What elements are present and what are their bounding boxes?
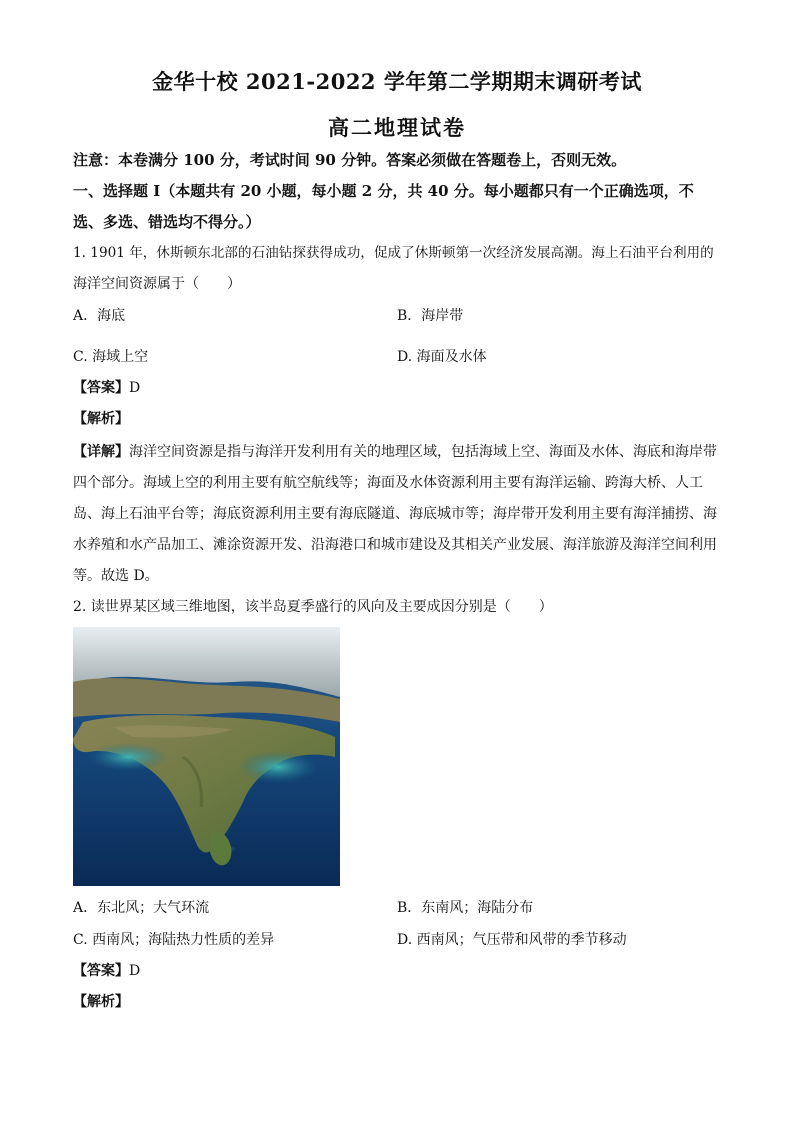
analysis-label: 【解析】 [73, 994, 129, 1010]
answer-label: 【答案】 [73, 380, 129, 396]
q2-option-c: C. 西南风；海陆热力性质的差异 [73, 932, 275, 948]
3d-terrain-map-image [73, 627, 340, 886]
answer-value: D [129, 380, 141, 396]
q2-option-d: D. 西南风；气压带和风带的季节移动 [397, 932, 627, 948]
section-heading-line1: 一、选择题 I（本题共有 20 小题，每小题 2 分，共 40 分。每小题都只有一个正确选项，不 [73, 182, 694, 200]
q1-detail-line: 岛、海上石油平台等；海底资源利用主要有海底隧道、海底城市等；海岸带开发利用主要有海洋捕捞、海 [73, 506, 717, 522]
q1-stem-line2: 海洋空间资源属于（ ） [73, 276, 241, 292]
q1-detail-line: 水养殖和水产品加工、滩涂资源开发、沿海港口和城市建设及其相关产业发展、海洋旅游及海洋空间利用 [73, 537, 717, 553]
exam-title: 金华十校 2021-2022 学年第二学期期末调研考试 [152, 69, 642, 94]
detail-label: 【详解】 [73, 444, 129, 460]
section-heading-line2: 选、多选、错选均不得分。） [73, 213, 261, 231]
answer-label: 【答案】 [73, 963, 129, 979]
q1-option-a: A．海底 [73, 308, 126, 324]
q1-detail-line [73, 437, 723, 468]
q2-option-b: B．东南风；海陆分布 [397, 900, 534, 916]
q1-stem-line1: 1. 1901 年，休斯顿东北部的石油钻探获得成功，促成了休斯顿第一次经济发展高潮。海上石油平台利用的 [73, 245, 714, 261]
detail-text: 海洋空间资源是指与海洋开发利用有关的地理区域，包括海域上空、海面及水体、海底和海岸带 [129, 444, 717, 460]
answer-value: D [129, 963, 141, 979]
q1-detail-line: 四个部分。海域上空的利用主要有航空航线等；海面及水体资源利用主要有海洋运输、跨海大桥、人工 [73, 475, 703, 491]
analysis-label: 【解析】 [73, 411, 129, 427]
q1-analysis [73, 407, 129, 431]
q1-option-c: C. 海域上空 [73, 349, 149, 365]
q1-option-d: D. 海面及水体 [397, 349, 487, 365]
notice: 注意：本卷满分 100 分，考试时间 90 分钟。答案必须做在答题卷上，否则无效。 [73, 151, 627, 169]
exam-subtitle: 高二地理试卷 [328, 115, 466, 140]
q2-answer [73, 959, 140, 983]
q1-option-b: B．海岸带 [397, 308, 464, 324]
q1-detail-line: 等。故选 D。 [73, 568, 159, 584]
q2-stem: 2. 读世界某区域三维地图，该半岛夏季盛行的风向及主要成因分别是（ ） [73, 599, 553, 615]
q2-analysis [73, 990, 129, 1014]
q2-option-a: A．东北风；大气环流 [73, 900, 210, 916]
q1-answer [73, 376, 140, 400]
